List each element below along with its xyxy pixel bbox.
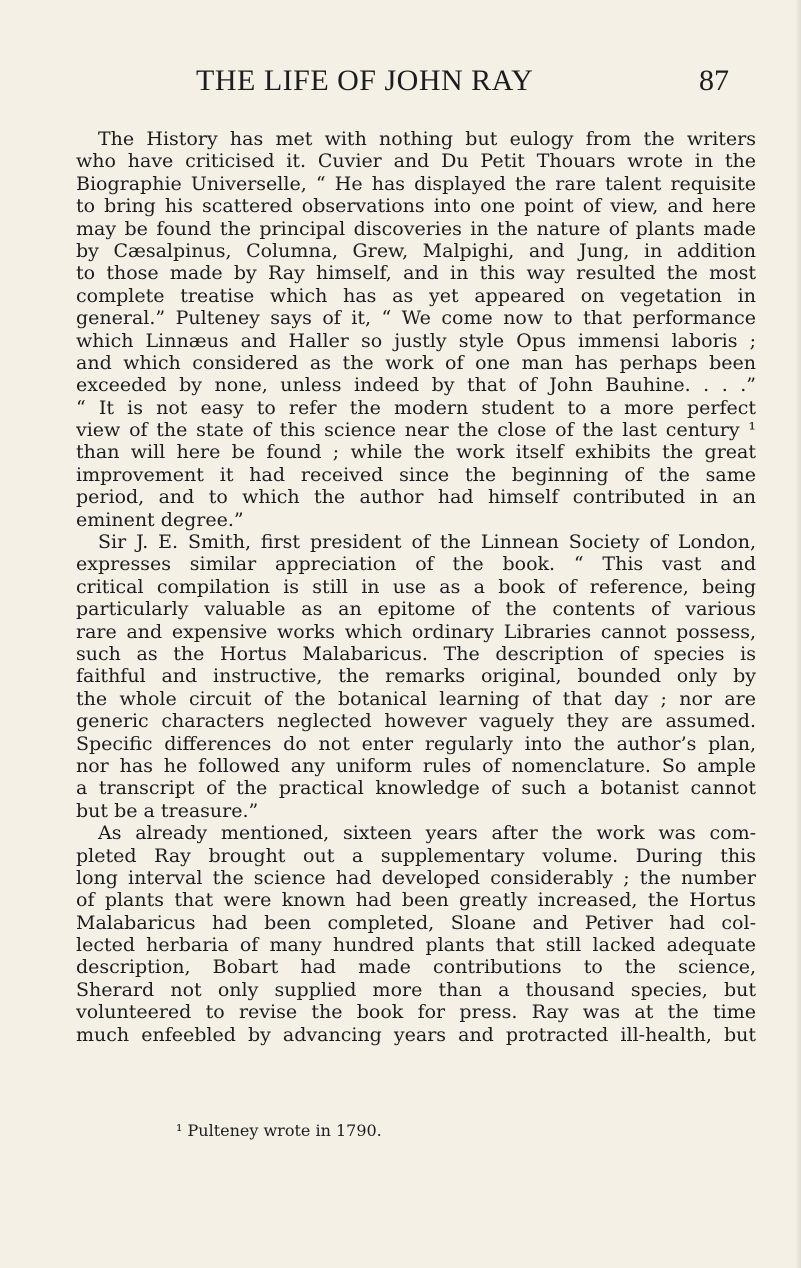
text-line: may be found the principal discoveries in the nature of plants made	[76, 217, 756, 240]
text-line: long interval the science had developed considerably ; the number	[76, 866, 756, 889]
page-number: 87	[699, 64, 729, 97]
text-line: The History has met with nothing but eulogy from the writers	[98, 128, 756, 150]
text-line: description, Bobart had made contributions to the science,	[76, 956, 756, 979]
text-line: much enfeebled by advancing years and protracted ill-health, but	[76, 1023, 756, 1046]
text-line: lected herbaria of many hundred plants that still lacked adequate	[76, 934, 756, 957]
text-line: to bring his scattered observations into one point of view, and here	[76, 195, 756, 218]
text-line: which Linnæus and Haller so justly style Opus immensi laboris ;	[76, 329, 756, 352]
text-line: Sir J. E. Smith, first president of the Linnean Society of London,	[98, 531, 756, 554]
text-line: Malabaricus had been completed, Sloane and Petiver had col-	[76, 911, 756, 934]
text-line: As already mentioned, sixteen years after the work was com-	[98, 822, 756, 845]
text-line: to those made by Ray himself, and in this way resulted the most	[76, 262, 756, 285]
text-line: Specific differences do not enter regularly into the author’s plan,	[76, 732, 756, 755]
text-line: view of the state of this science near the close of the last century ¹	[76, 419, 756, 442]
text-line: of plants that were known had been greatly increased, the Hortus	[76, 889, 756, 912]
text-line: period, and to which the author had himself contributed in an	[76, 486, 756, 509]
text-line: “ It is not easy to refer the modern student to a more perfect	[76, 396, 756, 419]
text-line: complete treatise which has as yet appeared on vegetation in	[76, 284, 756, 307]
text-line: and which considered as the work of one man has perhaps been	[76, 351, 756, 374]
text-line: volunteered to revise the book for press. Ray was at the time	[76, 1001, 756, 1024]
text-line: critical compilation is still in use as a book of reference, being	[76, 575, 756, 598]
text-line: such as the Hortus Malabaricus. The description of species is	[76, 642, 756, 665]
text-line: Biographie Universelle, “ He has displayed the rare talent requisite	[76, 172, 756, 195]
text-line: faithful and instructive, the remarks original, bounded only by	[76, 665, 756, 688]
text-line: the whole circuit of the botanical learning of that day ; nor are	[76, 687, 756, 710]
text-line: generic characters neglected however vaguely they are assumed.	[76, 710, 756, 733]
running-head: THE LIFE OF JOHN RAY	[196, 64, 534, 97]
page-edge-shadow	[795, 0, 801, 1268]
text-line: a transcript of the practical knowledge of such a botanist cannot	[76, 777, 756, 800]
text-line: general.” Pulteney says of it, “ We come now to that performance	[76, 307, 756, 330]
text-line: improvement it had received since the beginning of the same	[76, 463, 756, 486]
text-line: who have criticised it. Cuvier and Du Petit Thouars wrote in the	[76, 150, 756, 173]
text-line: but be a treasure.”	[76, 799, 259, 822]
page-header	[196, 64, 756, 104]
text-line: rare and expensive works which ordinary Libraries cannot possess,	[76, 620, 756, 643]
footnote: ¹ Pulteney wrote in 1790.	[176, 1121, 382, 1140]
text-line: particularly valuable as an epitome of the contents of various	[76, 598, 756, 621]
text-line: by Cæsalpinus, Columna, Grew, Malpighi, and Jung, in addition	[76, 239, 756, 262]
text-line: expresses similar appreciation of the book. “ This vast and	[76, 553, 756, 576]
text-line: exceeded by none, unless indeed by that of John Bauhine. . . .”	[76, 374, 756, 397]
text-line: eminent degree.”	[76, 508, 244, 531]
text-line: nor has he followed any uniform rules of nomenclature. So ample	[76, 754, 756, 777]
text-line: Sherard not only supplied more than a thousand species, but	[76, 978, 756, 1001]
body-text	[76, 128, 756, 1046]
text-line: pleted Ray brought out a supplementary volume. During this	[76, 844, 756, 867]
text-line: than will here be found ; while the work itself exhibits the great	[76, 441, 756, 464]
